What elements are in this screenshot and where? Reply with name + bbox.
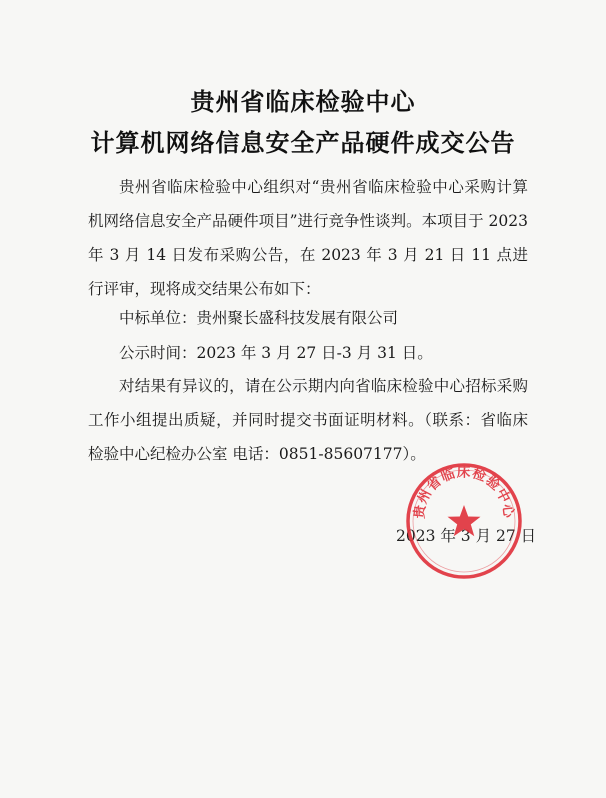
seal-star-icon	[448, 505, 481, 536]
publicity-period-line: 公示时间：2023 年 3 月 27 日-3 月 31 日。	[119, 344, 433, 362]
issue-date: 2023 年 3 月 27 日	[396, 527, 537, 545]
body-paragraph-objection: 对结果有异议的，请在公示期内向省临床检验中心招标采购工作小组提出质疑，并同时提交书面证明材料。（联系：省临床检验中心纪检办公室 电话：0851-85607177）。	[88, 377, 528, 463]
document-title-org: 贵州省临床检验中心	[190, 87, 416, 116]
svg-text:贵州省临床检验中心: 贵州省临床检验中心	[411, 464, 517, 520]
document-title-subject: 计算机网络信息安全产品硬件成交公告	[90, 128, 516, 157]
official-seal-stamp	[404, 461, 524, 581]
body-paragraph-intro: 贵州省临床检验中心组织对“贵州省临床检验中心采购计算机网络信息安全产品硬件项目”进行竞争性谈判。本项目于 2023 年 3 月 14 日发布采购公告，在 2023 年 3 月 21 日 11 点进行评审，现将成交结果公布如下：	[88, 178, 528, 298]
winner-line: 中标单位：贵州聚长盛科技发展有限公司	[119, 309, 399, 327]
